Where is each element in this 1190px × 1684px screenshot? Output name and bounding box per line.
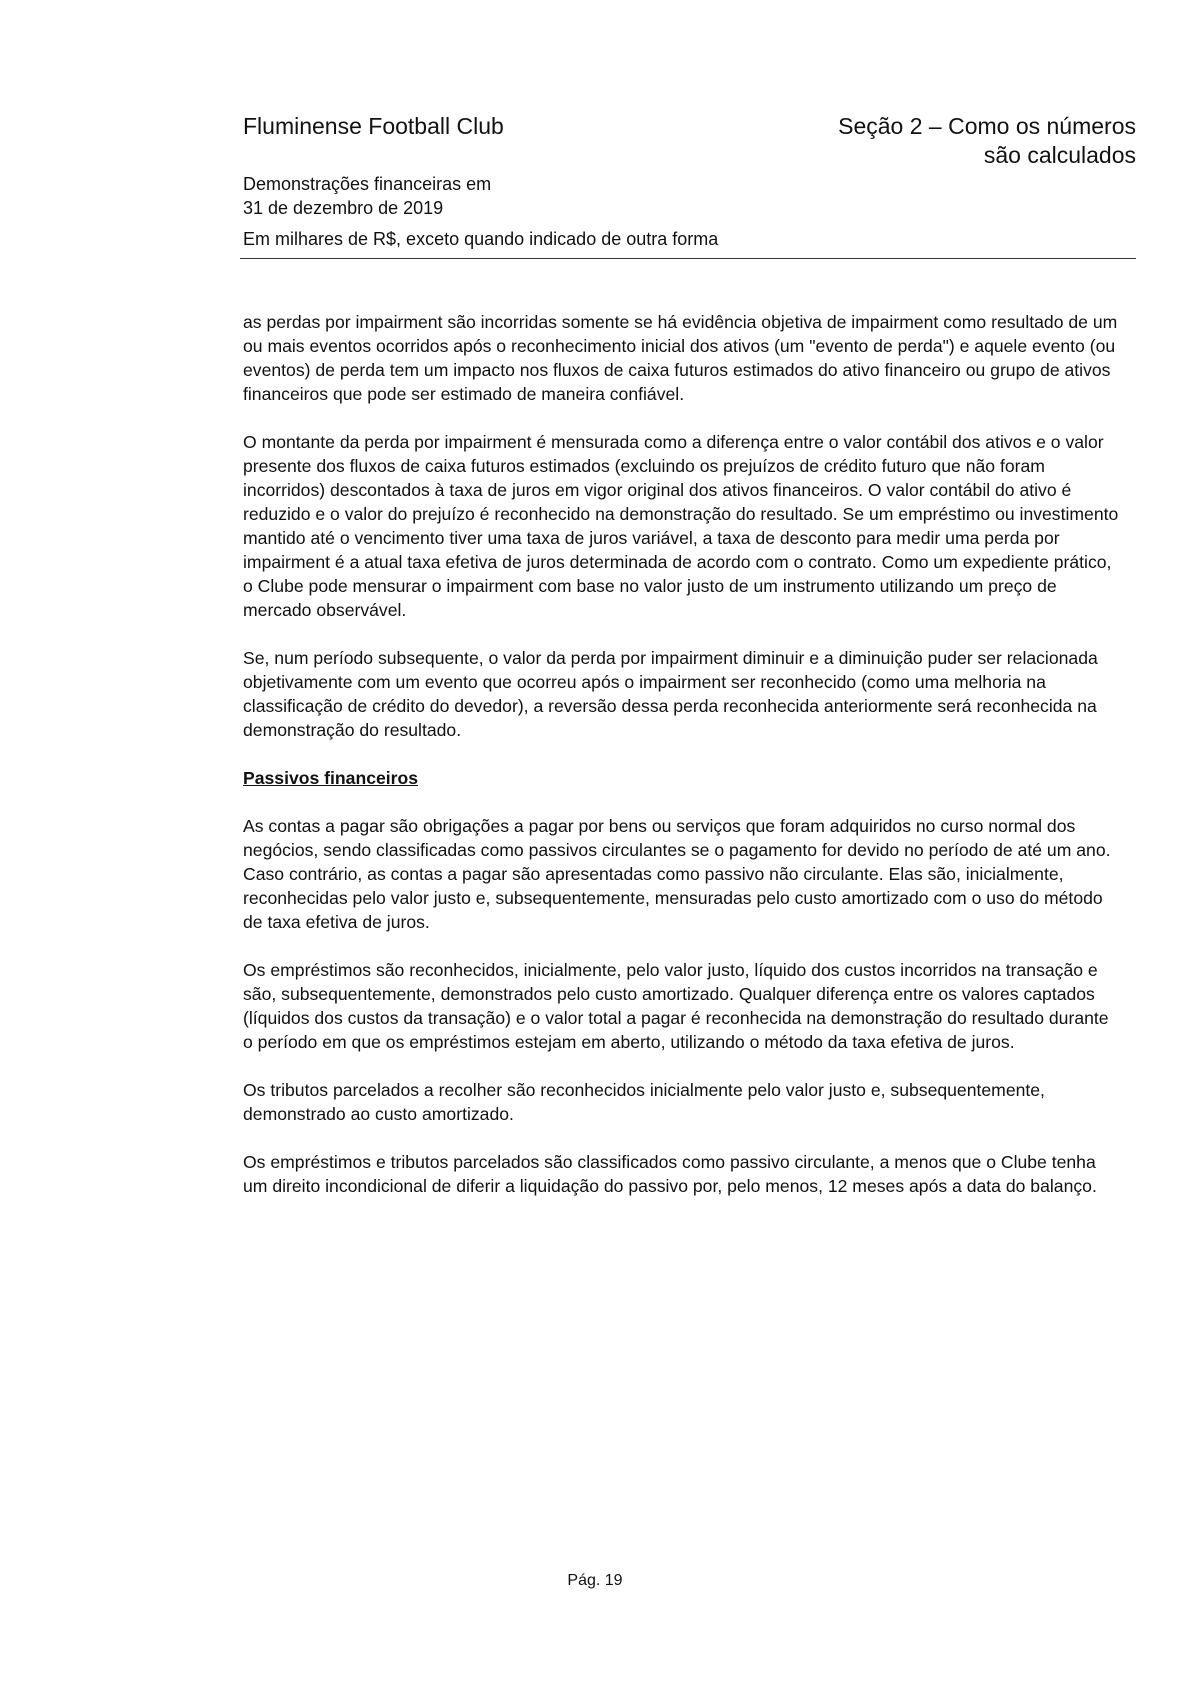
- statements-line1: Demonstrações financeiras em: [243, 174, 492, 194]
- statements-subtitle: [243, 172, 491, 220]
- paragraph: Os empréstimos e tributos parcelados são classificados como passivo circulante, a menos que o Clube tenha um direito incondicional de diferir a liquidação do passivo por, pelo menos, 12 meses após a data do balanço.: [243, 1152, 1097, 1196]
- header-divider: [240, 258, 1136, 259]
- units-note: Em milhares de R$, exceto quando indicado de outra forma: [243, 229, 719, 249]
- paragraph: Os tributos parcelados a recolher são reconhecidos inicialmente pelo valor justo e, subsequentemente, demonstrado ao custo amortizado.: [243, 1080, 1045, 1124]
- section-title: [838, 112, 1136, 170]
- section-title-line2: são calculados: [983, 142, 1136, 168]
- body-text: [243, 310, 1123, 1222]
- page-number: Pág. 19: [567, 1572, 623, 1589]
- paragraph: Os empréstimos são reconhecidos, inicialmente, pelo valor justo, líquido dos custos incorridos na transação e são, subsequentemente, demonstrados pelo custo amortizado. Qualquer diferença entre os valores captados (líquidos dos custos da transação) e o valor total a pagar é reconhecida na demonstração do resultado durante o período em que os empréstimos estejam em aberto, utilizando o método da taxa efetiva de juros.: [243, 960, 1109, 1052]
- section-title-line1: Seção 2 – Como os números: [838, 113, 1136, 139]
- paragraph: O montante da perda por impairment é mensurada como a diferença entre o valor contábil dos ativos e o valor presente dos fluxos de caixa futuros estimados (excluindo os prejuízos de crédito futuro que não foram incorridos) descontados à taxa de juros em vigor original dos ativos financeiros. O valor contábil do ativo é reduzido e o valor do prejuízo é reconhecido na demonstração do resultado. Se um empréstimo ou investimento mantido até o vencimento tiver uma taxa de juros variável, a taxa de desconto para medir uma perda por impairment é a atual taxa efetiva de juros determinada de acordo com o contrato. Como um expediente prático, o Clube pode mensurar o impairment com base no valor justo de um instrumento utilizando um preço de mercado observável.: [243, 432, 1119, 620]
- paragraph: Se, num período subsequente, o valor da perda por impairment diminuir e a diminuição puder ser relacionada objetivamente com um evento que ocorreu após o impairment ser reconhecido (como uma melhoria na classificação de crédito do devedor), a reversão dessa perda reconhecida anteriormente será reconhecida na demonstração do resultado.: [243, 648, 1098, 740]
- subheading-passivos-financeiros: Passivos financeiros: [243, 768, 419, 788]
- paragraph: as perdas por impairment são incorridas somente se há evidência objetiva de impairment como resultado de um ou mais eventos ocorridos após o reconhecimento inicial dos ativos (um "evento de perda") e aquele evento (ou eventos) de perda tem um impacto nos fluxos de caixa futuros estimados do ativo financeiro ou grupo de ativos financeiros que pode ser estimado de maneira confiável.: [243, 312, 1118, 404]
- company-name: Fluminense Football Club: [243, 113, 504, 139]
- paragraph: As contas a pagar são obrigações a pagar por bens ou serviços que foram adquiridos no curso normal dos negócios, sendo classificadas como passivos circulantes se o pagamento for devido no período de até um ano. Caso contrário, as contas a pagar são apresentadas como passivo não circulante. Elas são, inicialmente, reconhecidas pelo valor justo e, subsequentemente, mensuradas pelo custo amortizado com o uso do método de taxa efetiva de juros.: [243, 816, 1111, 932]
- statements-line2: 31 de dezembro de 2019: [243, 198, 444, 218]
